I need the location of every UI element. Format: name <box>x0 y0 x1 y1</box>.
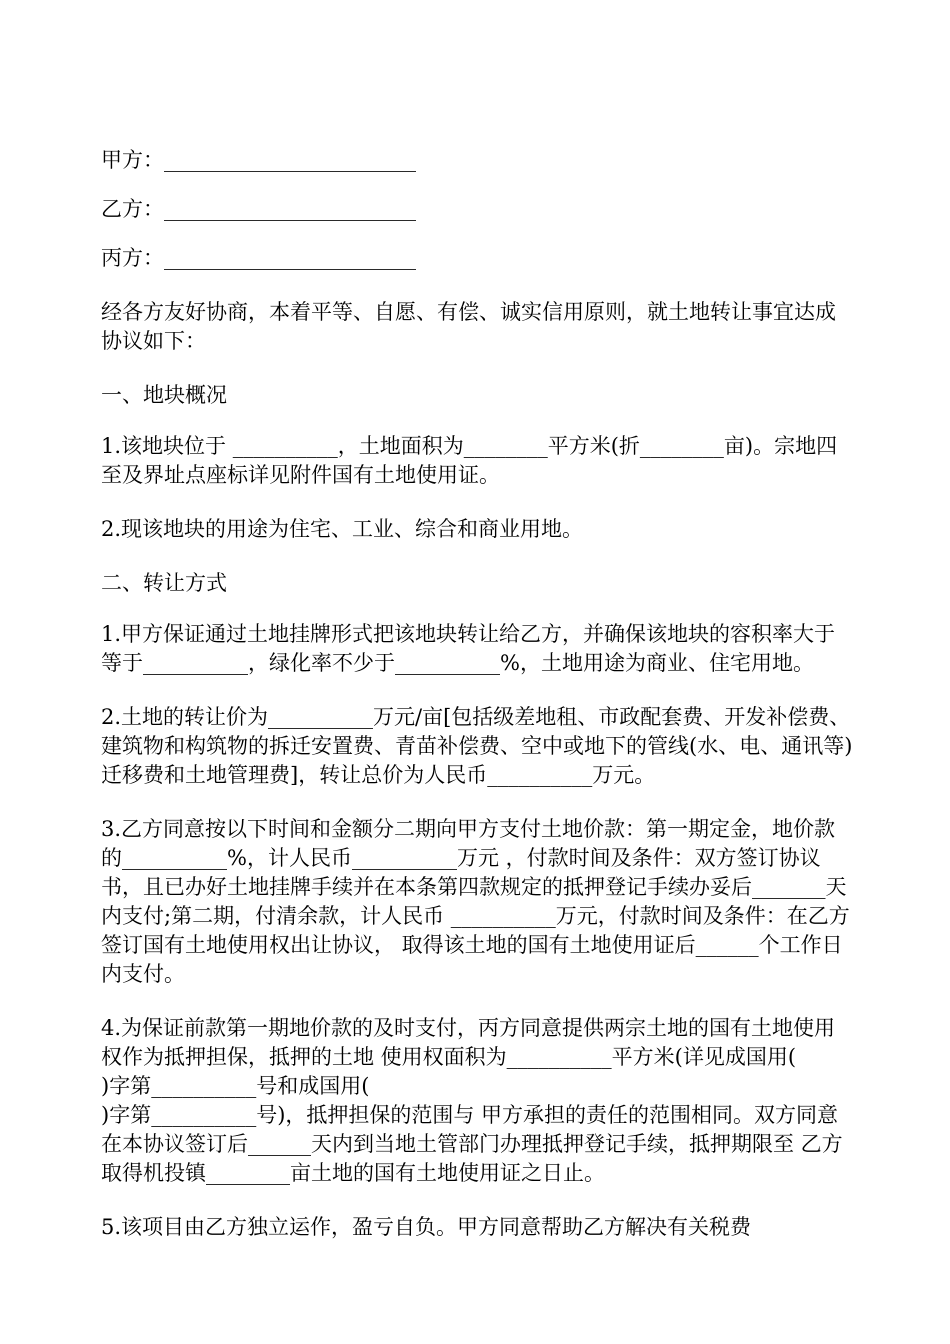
section-2-item-4: 4.为保证前款第一期地价款的及时支付，丙方同意提供两宗土地的国有土地使用权作为抵押担保，抵押的土地 使用权面积为__________平方米(详见成国用( )字第__________号和成国用( )字第__________号)，抵押担保的范围与 甲方承担的责任的范围相同。双方同意在本协议签订后______天内到当地土管部门办理抵押登记手续，抵押期限至 乙方取得机投镇________亩土地的国有土地使用证之日止。 <box>101 1016 843 1185</box>
section-2-item-1: 1.甲方保证通过土地挂牌形式把该地块转让给乙方，并确保该地块的容积率大于等于__________，绿化率不少于__________%，土地用途为商业、住宅用地。 <box>101 622 836 675</box>
section-1-heading: 一、地块概况 <box>101 383 227 407</box>
party-a-line: 甲方：________________________ <box>101 148 416 172</box>
intro-paragraph: 经各方友好协商，本着平等、自愿、有偿、诚实信用原则，就土地转让事宜达成协议如下： <box>101 300 836 353</box>
section-1-item-1: 1.该地块位于 __________，土地面积为________平方米(折________亩)。宗地四至及界址点座标详见附件国有土地使用证。 <box>101 434 838 487</box>
document-page <box>101 146 853 1267</box>
section-1-item-2: 2.现该地块的用途为住宅、工业、综合和商业用地。 <box>101 517 584 541</box>
section-2-heading: 二、转让方式 <box>101 571 227 595</box>
section-2-item-3: 3.乙方同意按以下时间和金额分二期向甲方支付土地价款：第一期定金，地价款的__________%，计人民币__________万元 ，付款时间及条件：双方签订协议书，且已办好土地挂牌手续并在本条第四款规定的抵押登记手续办妥后_______天内支付;第二期，付清余款，计人民币 __________万元，付款时间及条件：在乙方签订国有土地使用权出让协议， 取得该土地的国有土地使用证后______个工作日内支付。 <box>101 817 850 986</box>
party-b-line: 乙方：________________________ <box>101 197 416 221</box>
section-2-item-2: 2.土地的转让价为__________万元/亩[包括级差地租、市政配套费、开发补偿费、建筑物和构筑物的拆迁安置费、青苗补偿费、空中或地下的管线(水、电、通讯等)迁移费和土地管理费]，转让总价为人民币__________万元。 <box>101 705 853 787</box>
party-c-line: 丙方：________________________ <box>101 246 416 270</box>
section-2-item-5: 5.该项目由乙方独立运作，盈亏自负。甲方同意帮助乙方解决有关税费 <box>101 1215 752 1239</box>
